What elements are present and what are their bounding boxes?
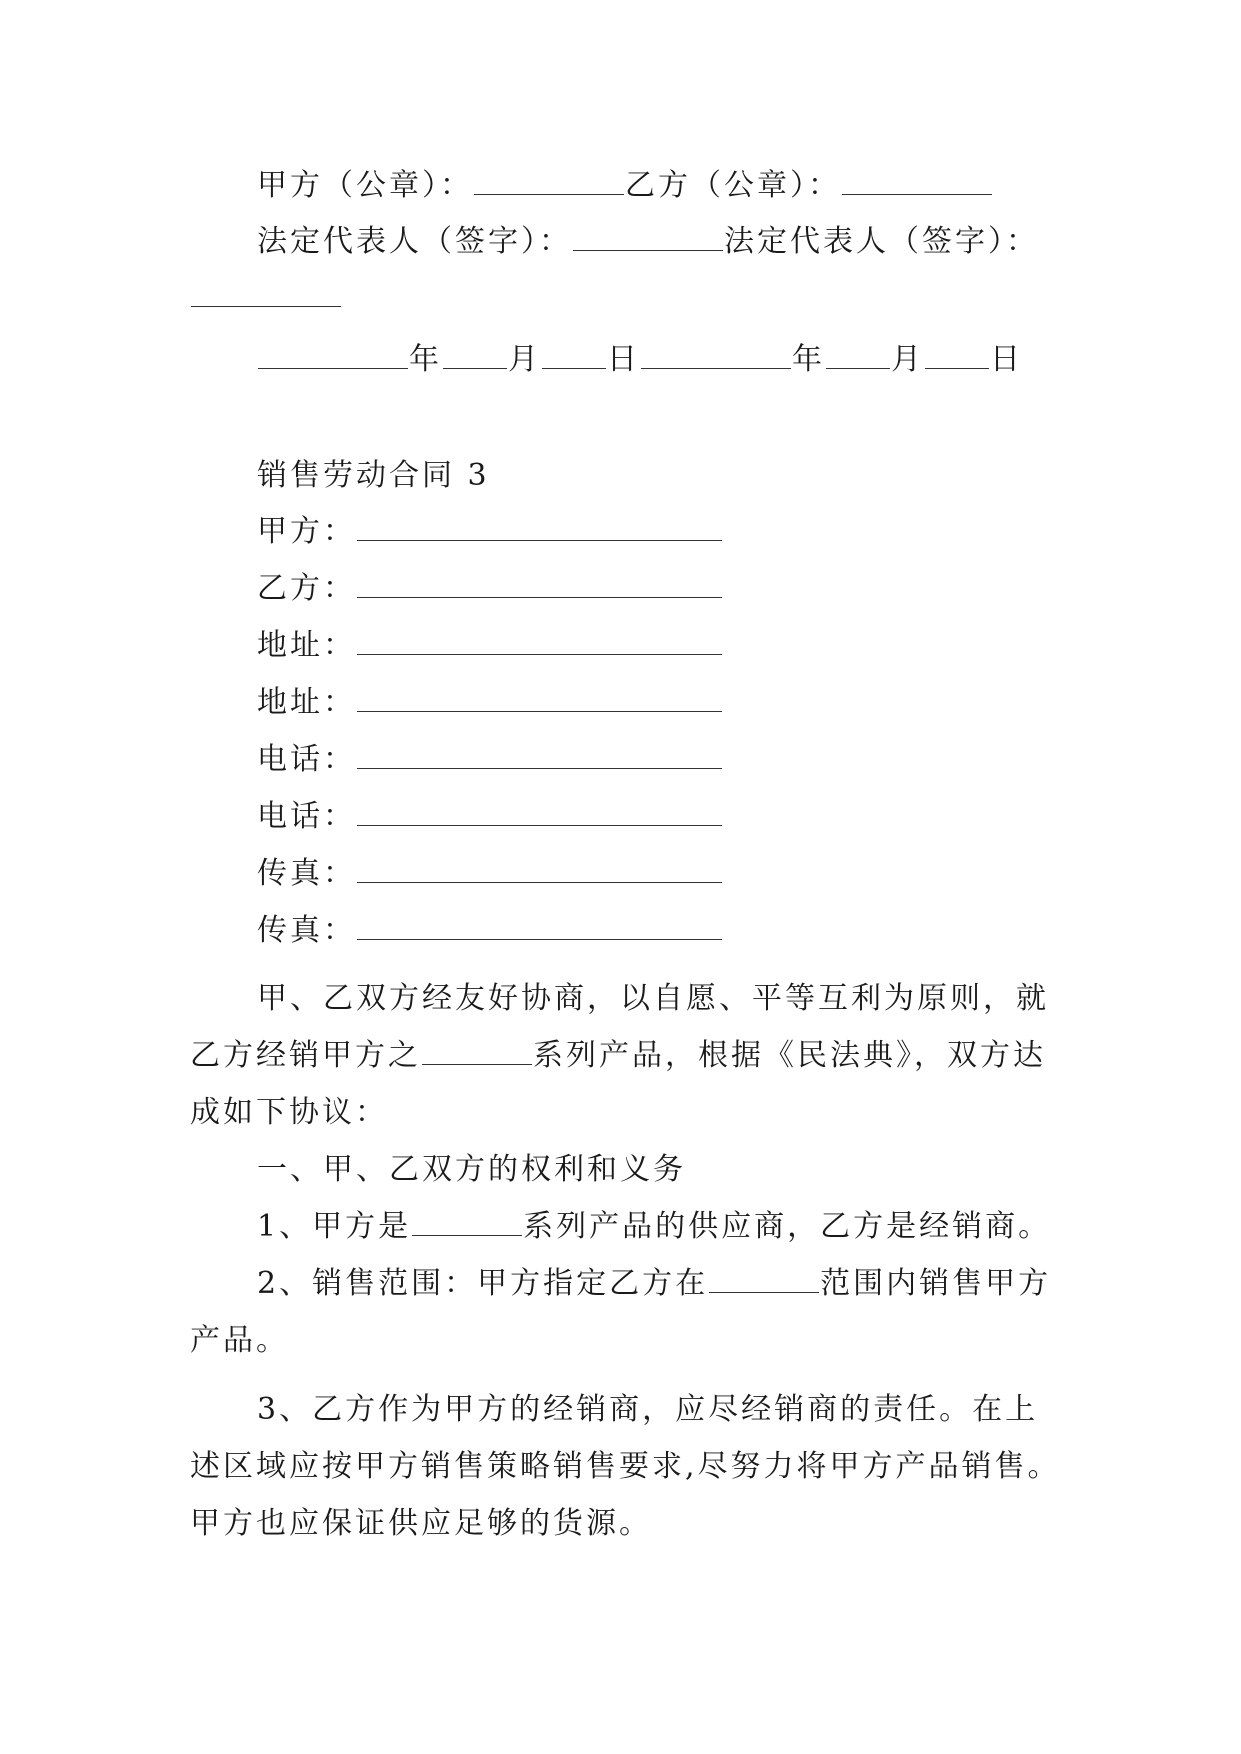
field-blank [357,913,722,940]
section-heading: 一、甲、乙双方的权利和义务 [257,1152,686,1187]
date-a-month: 月 [508,342,541,377]
item-text: 2、销售范围：甲方指定乙方在 [257,1266,709,1301]
item-text: 系列产品的供应商，乙方是经销商。 [523,1209,1052,1244]
contract-title: 销售劳动合同 3 [257,458,490,493]
rep-line [257,222,1039,262]
party-a-seal-label: 甲方（公章）： [257,168,473,203]
rep-b-blank-line [190,278,342,318]
item-2-cont: 产品。 [190,1323,289,1358]
date-b-month: 月 [891,342,924,377]
item-text: 范围内销售甲方 [820,1266,1052,1301]
field-fax-b [257,911,723,951]
field-phone-a [257,740,723,780]
item-3-cont-2: 甲方也应保证供应足够的货源。 [190,1506,652,1541]
field-blank [357,856,722,883]
date-line [257,340,1023,380]
field-label: 传真： [257,913,356,948]
field-label: 电话： [257,742,356,777]
intro-text: 乙方经销甲方之 [190,1038,421,1073]
field-phone-b [257,797,723,837]
field-fax-a [257,854,723,894]
date-b-day: 日 [990,342,1023,377]
date-b-year: 年 [792,342,825,377]
product-series-blank [422,1038,532,1065]
field-label: 地址： [257,685,356,720]
date-a-year-blank [258,342,408,369]
intro-text: 系列产品，根据《民法典》，双方达 [533,1038,1046,1073]
field-party-b [257,569,723,609]
date-b-month-blank [826,342,890,369]
seal-line [257,166,993,206]
party-b-seal-label: 乙方（公章）： [625,168,841,203]
field-blank [357,628,722,655]
party-b-seal-blank [842,168,992,195]
field-address-b [257,683,723,723]
field-label: 传真： [257,856,356,891]
party-a-seal-blank [474,168,624,195]
rep-b-label: 法定代表人（签字）： [724,224,1039,259]
field-label: 甲方： [257,514,356,549]
date-b-day-blank [925,342,989,369]
field-blank [357,799,722,826]
field-label: 电话： [257,799,356,834]
item-1 [257,1207,1051,1247]
item-text: 1、甲方是 [257,1209,412,1244]
intro-line-3: 成如下协议： [190,1095,388,1130]
item-3-cont-1: 述区域应按甲方销售策略销售要求,尽努力将甲方产品销售。 [190,1449,1061,1484]
intro-line-2 [190,1036,1046,1076]
rep-b-blank [191,280,341,307]
rep-a-blank [573,224,723,251]
field-label: 乙方： [257,571,356,606]
item-3: 3、乙方作为甲方的经销商，应尽经销商的责任。在上 [257,1392,1039,1427]
date-a-day: 日 [607,342,640,377]
field-party-a [257,512,723,552]
item-2 [257,1264,1051,1304]
intro-line-1: 甲、乙双方经友好协商，以自愿、平等互利为原则，就 [257,981,1049,1016]
field-blank [357,685,722,712]
item-2-blank [709,1266,819,1293]
field-blank [357,742,722,769]
rep-a-label: 法定代表人（签字）： [257,224,572,259]
date-a-day-blank [542,342,606,369]
date-b-year-blank [641,342,791,369]
field-label: 地址： [257,628,356,663]
field-address-a [257,626,723,666]
field-blank [357,514,722,541]
date-a-year: 年 [409,342,442,377]
field-blank [357,571,722,598]
item-1-blank [412,1209,522,1236]
date-a-month-blank [443,342,507,369]
